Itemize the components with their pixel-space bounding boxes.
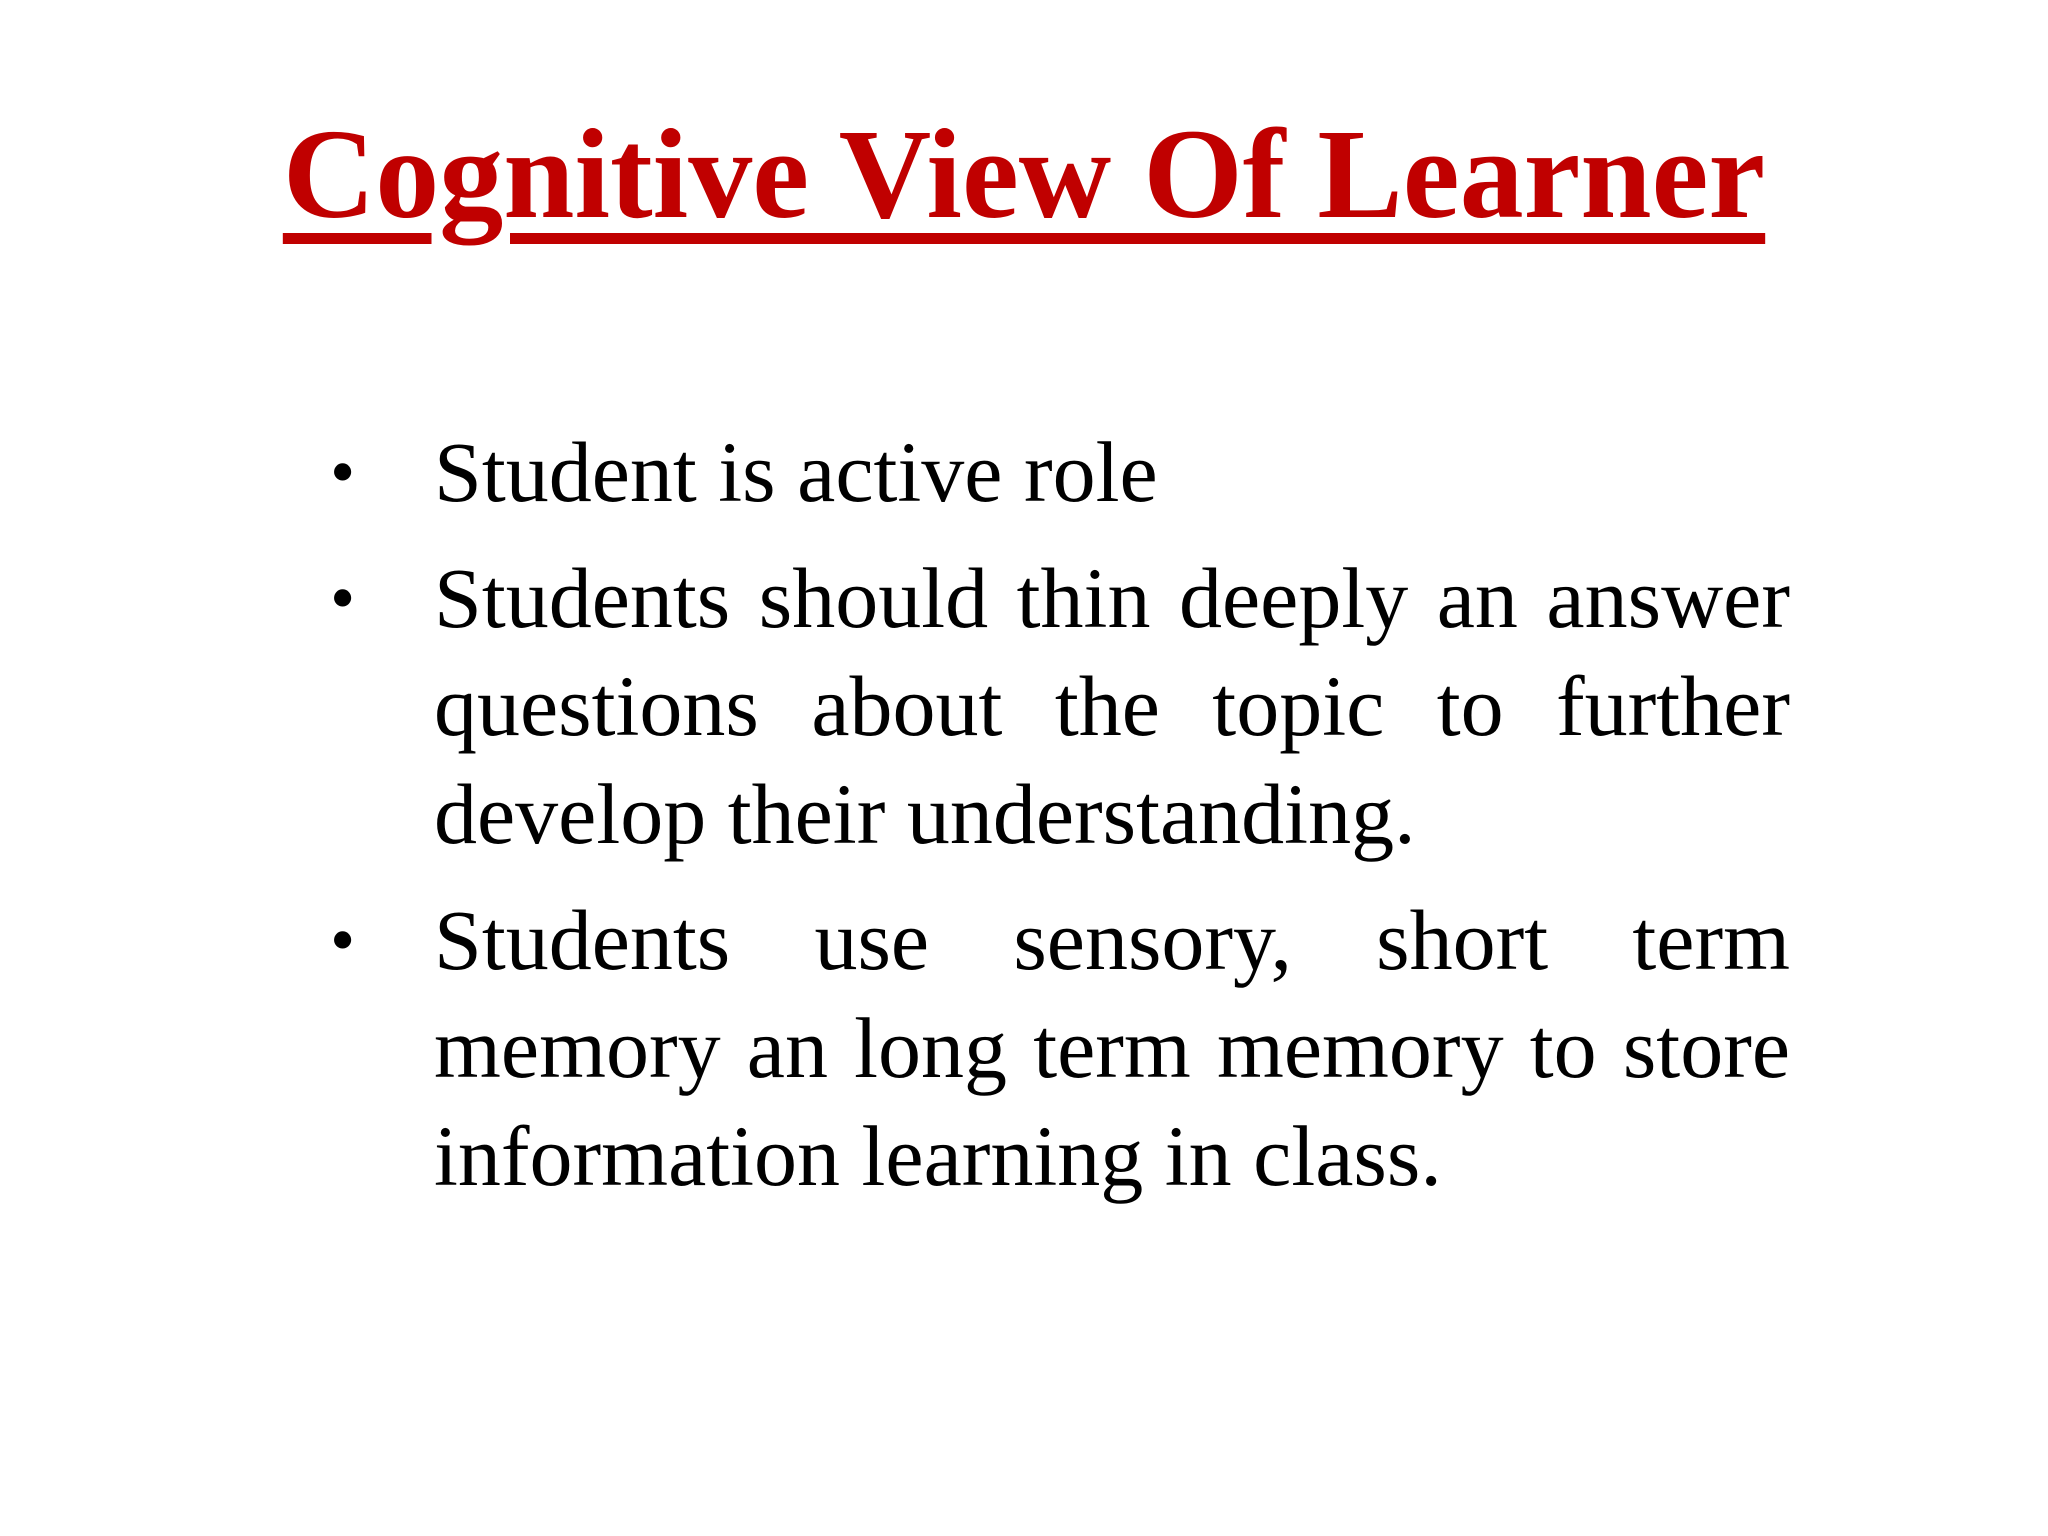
bullet-dot-icon: •: [330, 900, 356, 980]
bullet-item: [330, 886, 1790, 1210]
bullet-item: [330, 544, 1790, 868]
bullet-dot-icon: •: [330, 432, 356, 512]
slide-title: Cognitive View Of Learner: [282, 103, 1766, 245]
bullet-text: Students should thin deeply an answer questions about the topic to further develop their understanding.: [434, 550, 1790, 862]
bullet-text: Students use sensory, short term memory an long term memory to store information learning in class.: [434, 892, 1790, 1204]
bullet-dot-icon: •: [330, 558, 356, 638]
bullet-item: [330, 418, 1790, 526]
bullet-text: Student is active role: [434, 424, 1158, 520]
bullet-list: [330, 418, 1790, 1228]
